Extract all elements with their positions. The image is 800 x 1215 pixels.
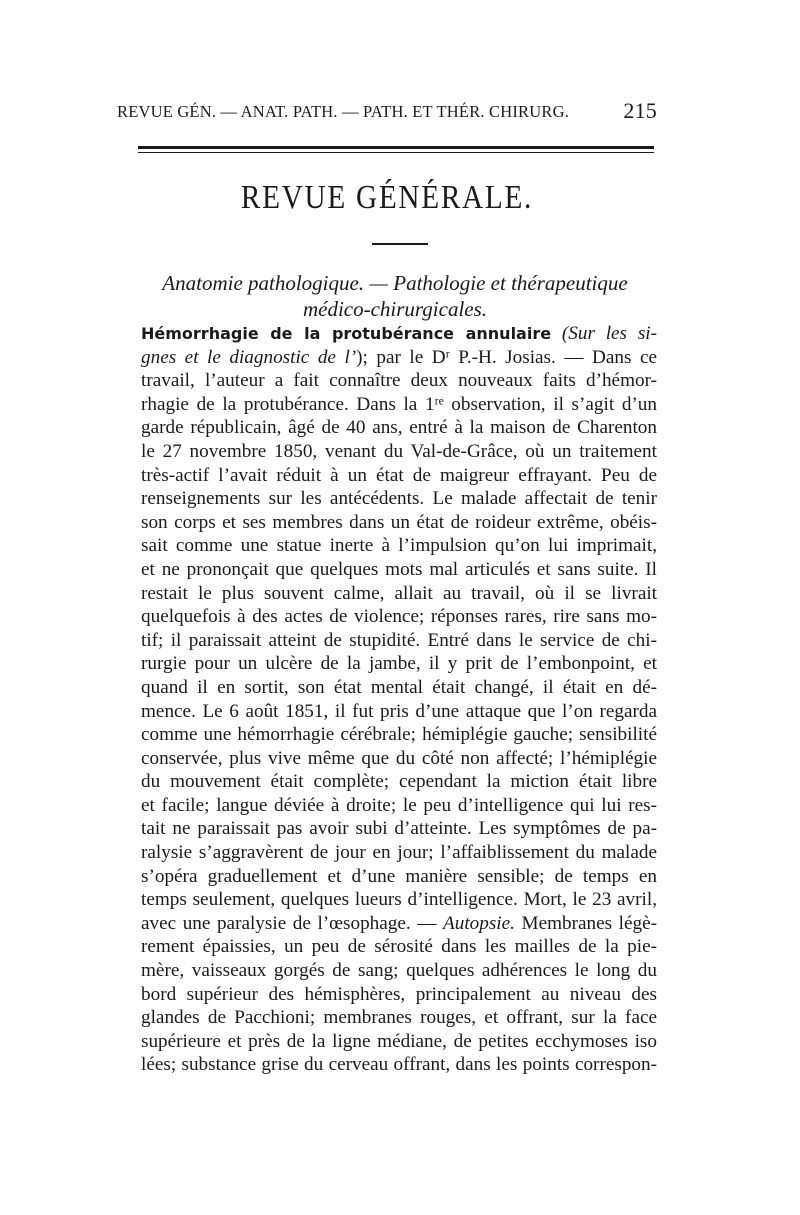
text-line: comme une hémorrhagie cérébrale; hémiplégie gauche; sensibilité xyxy=(141,724,657,746)
text-line: mence. Le 6 août 1851, il fut pris d’une attaque que l’on regarda xyxy=(141,700,657,722)
article-heading-note: (Sur les si- xyxy=(561,323,658,344)
article-lines xyxy=(141,369,657,912)
text-line: du mouvement était complète; cependant la miction était libre xyxy=(141,771,657,793)
article-first-line xyxy=(141,322,657,346)
text-line: garde républicain, âgé de 40 ans, entré à la maison de Charenton xyxy=(141,417,657,439)
header-double-rule xyxy=(138,146,654,153)
text-line: très-actif l’avait réduit à un état de maigreur effrayant. Peu de xyxy=(141,464,657,486)
page-number: 215 xyxy=(623,98,657,123)
text-line: rhagie de la protubérance. Dans la 1ʳᵉ observation, il s’agit d’un xyxy=(141,393,657,415)
running-head xyxy=(117,98,657,128)
text-line: et facile; langue déviée à droite; le peu d’intelligence qui lui res- xyxy=(141,794,657,816)
text-line: sait comme une statue inerte à l’impulsion qu’on lui imprimait, xyxy=(141,535,657,557)
article-heading: Hémorrhagie de la protubérance annulaire xyxy=(141,324,552,343)
title-rule xyxy=(372,243,428,245)
text-line: quand il en sortit, son état mental était changé, il était en dé- xyxy=(141,676,657,698)
autopsy-pre: avec une paralysie de l’œsophage. — xyxy=(141,912,437,934)
text-line: le 27 novembre 1850, venant du Val-de-Grâce, où un traitement xyxy=(141,440,657,462)
running-head-title: REVUE GÉN. — ANAT. PATH. — PATH. ET THÉR. CHIRURG. xyxy=(117,102,570,121)
text-line: s’opéra graduellement et d’une manière sensible; de temps en xyxy=(141,865,657,887)
text-line: et ne prononçait que quelques mots mal articulés et sans suite. Il xyxy=(141,558,657,580)
article-lines-after xyxy=(141,935,657,1077)
text-line: rurgie pour un ulcère de la jambe, il y prit de l’embonpoint, et xyxy=(141,653,657,675)
text-line: rement épaissies, un peu de sérosité dans les mailles de la pie- xyxy=(141,936,657,958)
text-line: quelquefois à des actes de violence; réponses rares, rire sans mo- xyxy=(141,606,657,628)
autopsy-post: Membranes légè- xyxy=(521,912,657,934)
text-line: son corps et ses membres dans un état de roideur extrême, obéis- xyxy=(141,511,657,533)
text-line: lées; substance grise du cerveau offrant, dans les points correspon- xyxy=(141,1054,657,1076)
text-line: renseignements sur les antécédents. Le malade affectait de tenir xyxy=(141,488,657,510)
text-line: ralysie s’aggravèrent de jour en jour; l’affaiblissement du malade xyxy=(141,842,657,864)
text-line: mère, vaisseaux gorgés de sang; quelques adhérences le long du xyxy=(141,960,657,982)
article-autopsy-line xyxy=(141,912,657,936)
section-title: REVUE GÉNÉRALE. xyxy=(240,179,534,216)
text-line: tait ne paraissait pas avoir subi d’atteinte. Les symptômes de pa- xyxy=(141,818,657,840)
article-author-line: ); par le Dʳ P.-H. Josias. — Dans ce xyxy=(356,346,657,368)
subtitle xyxy=(135,270,655,322)
text-line: travail, l’auteur a fait connaître deux nouveaux faits d’hémor- xyxy=(141,370,657,392)
text-line: tif; il paraissait atteint de stupidité. Entré dans le service de chi- xyxy=(141,629,657,651)
subtitle-line-2: médico-chirurgicales. xyxy=(302,297,488,321)
text-line: bord supérieur des hémisphères, principalement au niveau des xyxy=(141,983,657,1005)
article-body xyxy=(141,322,657,1077)
text-line: glandes de Pacchioni; membranes rouges, et offrant, sur la face xyxy=(141,1007,657,1029)
subtitle-line-1: Anatomie pathologique. — Pathologie et thérapeutique xyxy=(162,271,628,295)
text-line: conservée, plus vive même que du côté non affecté; l’hémiplégie xyxy=(141,747,657,769)
text-line: temps seulement, quelques lueurs d’intelligence. Mort, le 23 avril, xyxy=(141,889,657,911)
text-line: supérieure et près de la ligne médiane, de petites ecchymoses iso xyxy=(141,1030,657,1052)
article-second-line xyxy=(141,346,657,370)
article-heading-note-cont: gnes et le diagnostic de l’ xyxy=(141,346,357,368)
text-line: restait le plus souvent calme, allait au travail, où il se livrait xyxy=(141,582,657,604)
autopsy-word: Autopsie. xyxy=(443,912,515,934)
